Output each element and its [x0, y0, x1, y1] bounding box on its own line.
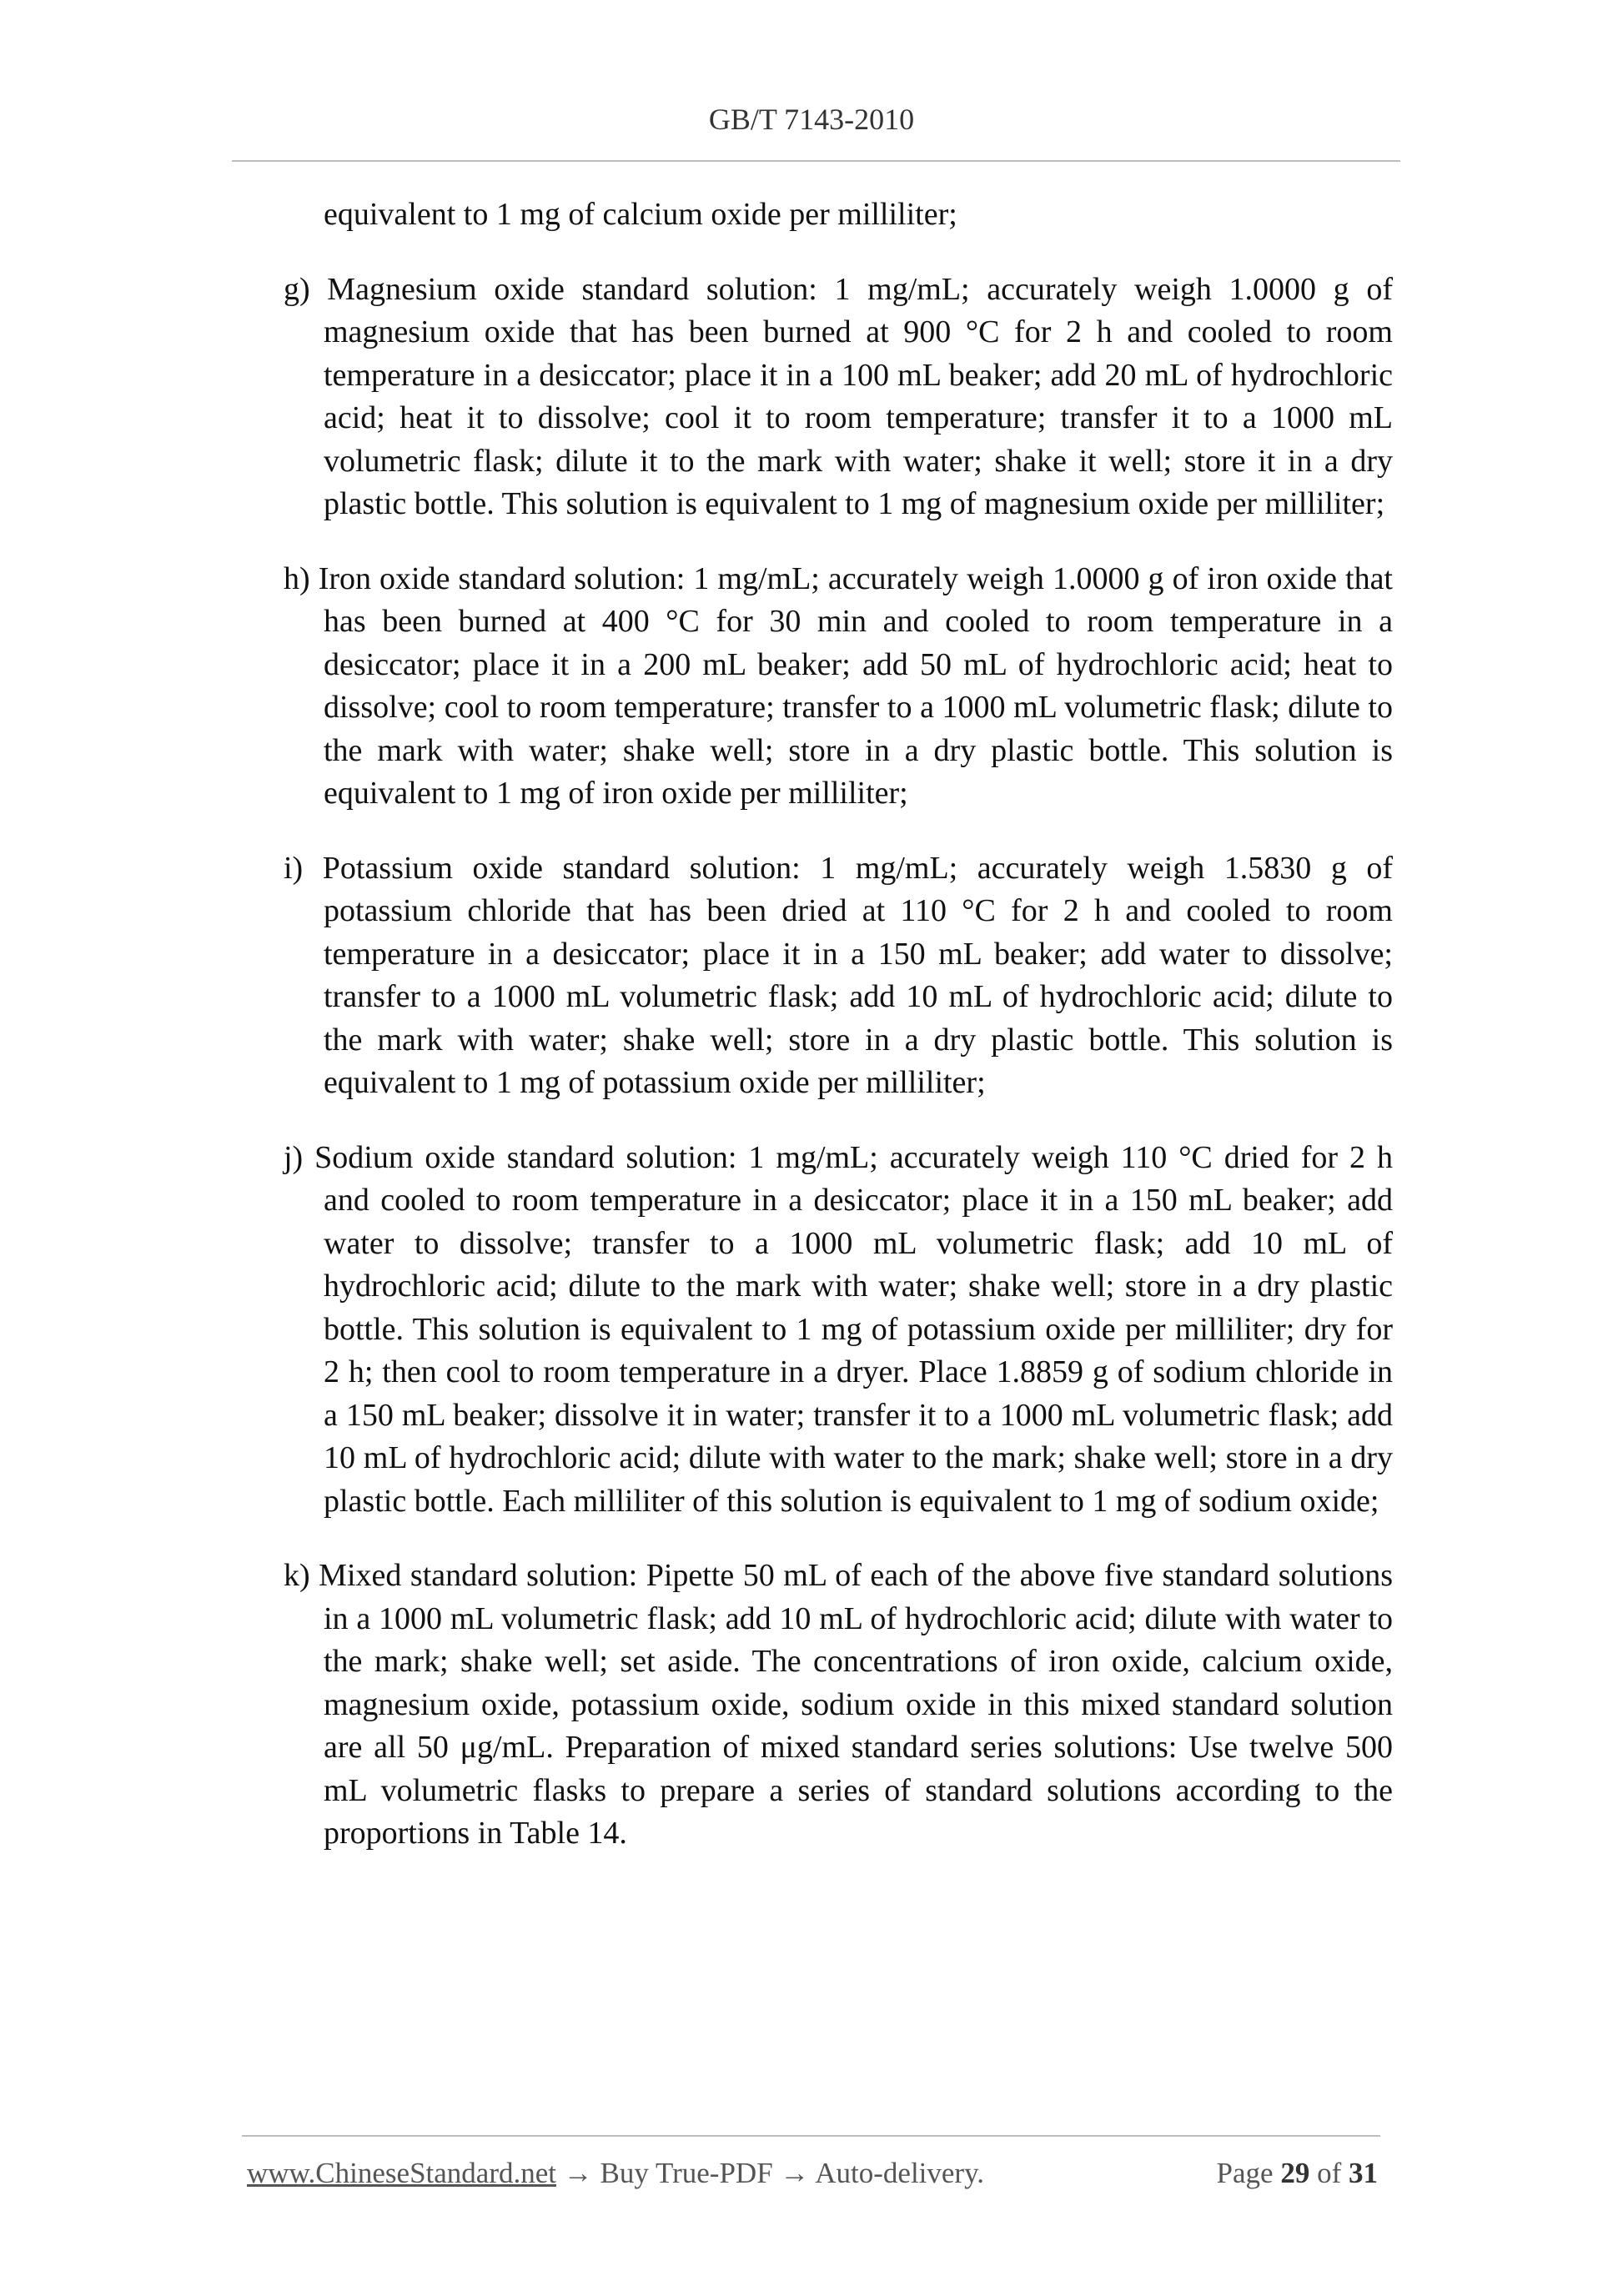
document-header-title: GB/T 7143-2010 — [708, 103, 915, 136]
arrow-right-icon: → — [563, 2157, 593, 2189]
list-item-i-potassium-oxide: i) Potassium oxide standard solution: 1 mg/mL; accurately weigh 1.5830 g of potassium chloride that has been dried at 110 °C for 2 h and cooled to room temperature in a desiccator; place it in a 150 mL beaker; add water to dissolve; transfer to a 1000 mL volumetric flask; add 10 mL of hydrochloric acid; dilute to the mark with water; shake well; store in a dry plastic bottle. This solution is equivalent to 1 mg of potassium oxide per milliliter; — [284, 850, 1393, 1100]
footer-divider — [242, 2135, 1380, 2137]
page-indicator — [1217, 2157, 1378, 2190]
arrow-right-icon: → — [780, 2157, 810, 2189]
list-item-k-mixed-standard: k) Mixed standard solution: Pipette 50 mL of each of the above five standard solutions in a 1000 mL volumetric flask; add 10 mL of hydrochloric acid; dilute with water to the mark; shake well; set aside. The concentrations of iron oxide, calcium oxide, magnesium oxide, potassium oxide, sodium oxide in this mixed standard solution are all 50 μg/mL. Preparation of mixed standard series solutions: Use twelve 500 mL volumetric flasks to prepare a series of standard solutions according to the proportions in Table 14. — [284, 1558, 1393, 1851]
website-link[interactable]: www.ChineseStandard.net — [247, 2157, 556, 2189]
footer-links — [247, 2157, 984, 2190]
list-item-j-sodium-oxide: j) Sodium oxide standard solution: 1 mg/mL; accurately weigh 110 °C dried for 2 h and cooled to room temperature in a desiccator; place it in a 150 mL beaker; add water to dissolve; transfer to a 1000 mL volumetric flask; add 10 mL of hydrochloric acid; dilute to the mark with water; shake well; store in a dry plastic bottle. This solution is equivalent to 1 mg of potassium oxide per milliliter; dry for 2 h; then cool to room temperature in a dryer. Place 1.8859 g of sodium chloride in a 150 mL beaker; dissolve it in water; transfer it to a 1000 mL volumetric flask; add 10 mL of hydrochloric acid; dilute with water to the mark; shake well; store in a dry plastic bottle. Each milliliter of this solution is equivalent to 1 mg of sodium oxide; — [284, 1139, 1393, 1519]
of-label: of — [1317, 2157, 1342, 2189]
list-item-g-magnesium-oxide: g) Magnesium oxide standard solution: 1 mg/mL; accurately weigh 1.0000 g of magnesium oxide that has been burned at 900 °C for 2 h and cooled to room temperature in a desiccator; place it in a 100 mL beaker; add 20 mL of hydrochloric acid; heat it to dissolve; cool it to room temperature; transfer it to a 1000 mL volumetric flask; dilute it to the mark with water; shake it well; store it in a dry plastic bottle. This solution is equivalent to 1 mg of magnesium oxide per milliliter; — [284, 271, 1393, 521]
current-page-number: 29 — [1280, 2157, 1310, 2189]
page-label: Page — [1216, 2157, 1274, 2189]
continuation-paragraph: equivalent to 1 mg of calcium oxide per milliliter; — [324, 197, 957, 232]
document-body — [284, 193, 1393, 1887]
list-item-h-iron-oxide: h) Iron oxide standard solution: 1 mg/mL; accurately weigh 1.0000 g of iron oxide that has been burned at 400 °C for 30 min and cooled to room temperature in a desiccator; place it in a 200 mL beaker; add 50 mL of hydrochloric acid; heat to dissolve; cool to room temperature; transfer to a 1000 mL volumetric flask; dilute to the mark with water; shake well; store in a dry plastic bottle. This solution is equivalent to 1 mg of iron oxide per milliliter; — [284, 560, 1393, 811]
total-pages-number: 31 — [1349, 2157, 1378, 2189]
header-divider — [232, 160, 1400, 162]
buy-true-pdf-text: Buy True-PDF — [600, 2157, 773, 2189]
auto-delivery-text: Auto-delivery. — [815, 2157, 985, 2189]
